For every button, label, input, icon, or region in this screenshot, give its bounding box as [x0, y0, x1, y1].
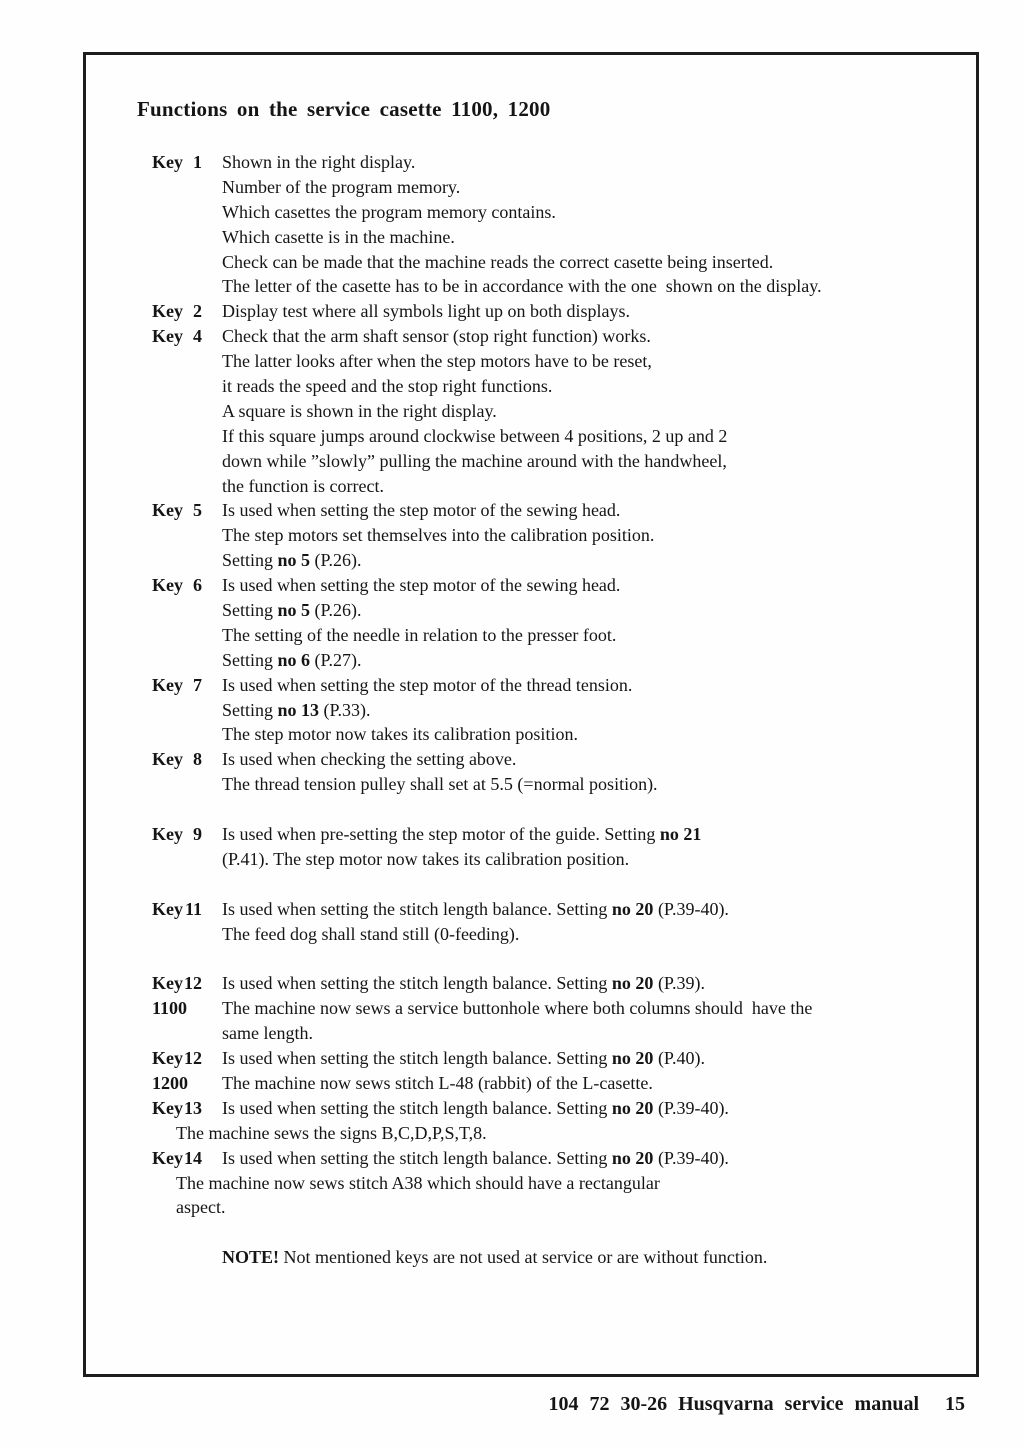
continuation-row: [152, 772, 942, 797]
key-entry-row: [152, 324, 942, 349]
row-text: Is used when setting the stitch length balance. Setting no 20 (P.39).: [222, 973, 705, 994]
continuation-row: [152, 722, 942, 747]
row-text: Setting no 5 (P.26).: [222, 600, 362, 621]
continuation-row: [152, 449, 942, 474]
continuation-row: [152, 200, 942, 225]
row-text: Is used when setting the step motor of the thread tension.: [222, 674, 633, 695]
continuation-row: [152, 374, 942, 399]
row-text: Setting no 13 (P.33).: [222, 699, 371, 720]
key-entry-row: [152, 498, 942, 523]
continuation-row: [152, 548, 942, 573]
footer-reference: 104 72 30-26 Husqvarna service manual: [548, 1393, 919, 1415]
continuation-row: [152, 474, 942, 499]
continuation-row: [152, 623, 942, 648]
row-text: Setting no 5 (P.26).: [222, 550, 362, 571]
key-label: Key 12: [152, 973, 202, 994]
row-text: Is used when setting the stitch length balance. Setting no 20 (P.40).: [222, 1048, 705, 1069]
key-function-list: [152, 150, 942, 1270]
key-label: 1200: [152, 1072, 188, 1093]
continuation-row: [152, 922, 942, 947]
row-text: The thread tension pulley shall set at 5.5 (=normal position).: [222, 774, 658, 795]
row-text: Which casettes the program memory contains.: [222, 201, 556, 222]
row-text: The feed dog shall stand still (0-feeding).: [222, 923, 520, 944]
continuation-row: [152, 424, 942, 449]
row-text: NOTE! Not mentioned keys are not used at service or are without function.: [222, 1247, 768, 1268]
key-entry-row: [152, 747, 942, 772]
row-text: The machine now sews a service buttonhole where both columns should have the: [222, 998, 813, 1019]
continuation-row: [152, 598, 942, 623]
key-label: Key 12: [152, 1048, 202, 1069]
key-label: Key 13: [152, 1097, 202, 1118]
row-text: Shown in the right display.: [222, 152, 416, 172]
key-entry-row: [152, 573, 942, 598]
page-footer: [548, 1393, 965, 1416]
row-text: The latter looks after when the step motors have to be reset,: [222, 351, 652, 372]
footer-page-number: 15: [945, 1393, 965, 1415]
row-text: The machine now sews stitch L-48 (rabbit) of the L-casette.: [222, 1072, 653, 1093]
page-title: Functions on the service casette 1100, 1200: [137, 97, 551, 121]
key-entry-row: [152, 1046, 942, 1071]
key-label: Key 6: [152, 575, 202, 596]
continuation-row: [152, 274, 942, 299]
row-text: Setting no 6 (P.27).: [222, 649, 362, 670]
key-label: Key 8: [152, 749, 202, 770]
continuation-row: [152, 250, 942, 275]
row-text: aspect.: [176, 1197, 226, 1218]
row-text: Is used when pre-setting the step motor of the guide. Setting no 21: [222, 824, 702, 845]
continuation-row: [152, 847, 942, 872]
continuation-row: [152, 225, 942, 250]
row-text: The step motors set themselves into the calibration position.: [222, 525, 655, 546]
row-text: The step motor now takes its calibration position.: [222, 724, 578, 745]
continuation-row: [152, 523, 942, 548]
row-text: Is used when checking the setting above.: [222, 749, 517, 770]
row-text: A square is shown in the right display.: [222, 400, 497, 421]
key-entry-row: [152, 673, 942, 698]
continuation-row: [152, 349, 942, 374]
continuation-row: [152, 1171, 942, 1196]
row-text: The machine now sews stitch A38 which should have a rectangular: [176, 1172, 660, 1193]
key-entry-row: [152, 150, 942, 175]
row-text: down while ”slowly” pulling the machine around with the handwheel,: [222, 450, 727, 471]
key-label: Key 14: [152, 1147, 202, 1168]
key-entry-row: [152, 971, 942, 996]
continuation-row: [152, 1021, 942, 1046]
row-text: Is used when setting the stitch length balance. Setting no 20 (P.39-40).: [222, 1097, 729, 1118]
row-text: If this square jumps around clockwise between 4 positions, 2 up and 2: [222, 425, 728, 446]
key-label: Key 1: [152, 152, 202, 172]
continuation-row: [152, 648, 942, 673]
key-label: Key 9: [152, 824, 202, 845]
key-entry-row: [152, 996, 942, 1021]
key-label: Key 7: [152, 674, 202, 695]
continuation-row: [152, 1195, 942, 1220]
continuation-row: [152, 1245, 942, 1270]
row-text: The letter of the casette has to be in accordance with the one shown on the display.: [222, 276, 822, 297]
key-entry-row: [152, 299, 942, 324]
row-text: (P.41). The step motor now takes its calibration position.: [222, 848, 630, 869]
row-text: Number of the program memory.: [222, 176, 461, 197]
row-text: Display test where all symbols light up on both displays.: [222, 301, 630, 322]
row-text: Is used when setting the step motor of the sewing head.: [222, 575, 621, 596]
row-text: Which casette is in the machine.: [222, 226, 455, 247]
continuation-row: [152, 175, 942, 200]
key-label: 1100: [152, 998, 188, 1019]
row-text: Check that the arm shaft sensor (stop right function) works.: [222, 326, 651, 347]
continuation-row: [152, 399, 942, 424]
row-text: Is used when setting the stitch length balance. Setting no 20 (P.39-40).: [222, 898, 729, 919]
row-text: same length.: [222, 1023, 313, 1044]
key-label: Key 11: [152, 898, 202, 919]
row-text: it reads the speed and the stop right functions.: [222, 376, 553, 397]
row-text: Is used when setting the step motor of the sewing head.: [222, 500, 621, 521]
row-text: The setting of the needle in relation to the presser foot.: [222, 624, 617, 645]
row-text: Is used when setting the stitch length balance. Setting no 20 (P.39-40).: [222, 1147, 729, 1168]
row-text: The machine sews the signs B,C,D,P,S,T,8.: [176, 1122, 487, 1143]
key-entry-row: [152, 897, 942, 922]
continuation-row: [152, 1121, 942, 1146]
key-label: Key 2: [152, 301, 202, 322]
row-text: the function is correct.: [222, 475, 384, 496]
row-text: Check can be made that the machine reads the correct casette being inserted.: [222, 251, 774, 272]
key-entry-row: [152, 1071, 942, 1096]
key-label: Key 5: [152, 500, 202, 521]
key-entry-row: [152, 822, 942, 847]
continuation-row: [152, 698, 942, 723]
key-label: Key 4: [152, 326, 202, 347]
key-entry-row: [152, 1146, 942, 1171]
key-entry-row: [152, 1096, 942, 1121]
